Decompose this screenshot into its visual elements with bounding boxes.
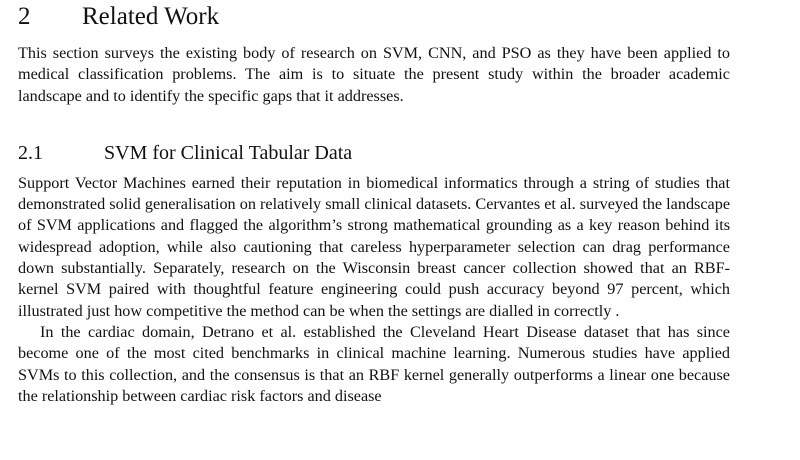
subsection-number: 2.1 — [18, 141, 43, 164]
section-heading — [18, 0, 730, 32]
section-intro-paragraph: This section surveys the existing body of research on SVM, CNN, and PSO as they have been applied to medical classification problems. The aim is to situate the present study within the broader academic landscape and to identify the specific gaps that it addresses. — [18, 44, 730, 105]
body-paragraph-1: Support Vector Machines earned their reputation in biomedical informatics through a string of studies that demonstrated solid generalisation on relatively small clinical datasets. Cervantes et al. surveyed the landscape of SVM applications and flagged the algorithm’s strong mathematical grounding as a key reason behind its widespread adoption, while also cautioning that careless hyperparameter selection can drag performance down substantially. Separately, research on the Wisconsin breast cancer collection showed that an RBF-kernel SVM paired with thoughtful feature engineering could push accuracy beyond 97 percent, which illustrated just how competitive the method can be when the settings are dialled in correctly . — [18, 173, 730, 320]
subsection-heading — [18, 141, 730, 165]
section-number: 2 — [18, 3, 31, 30]
section-title: Related Work — [82, 3, 220, 30]
paper-page — [18, 0, 730, 407]
subsection-title: SVM for Clinical Tabular Data — [104, 141, 353, 164]
body-paragraph-2: In the cardiac domain, Detrano et al. established the Cleveland Heart Disease dataset that has since become one of the most cited benchmarks in clinical machine learning. Numerous studies have applied SVMs to this collection, and the consensus is that an RBF kernel generally outperforms a linear one because the relationship between cardiac risk factors and disease — [18, 322, 730, 405]
